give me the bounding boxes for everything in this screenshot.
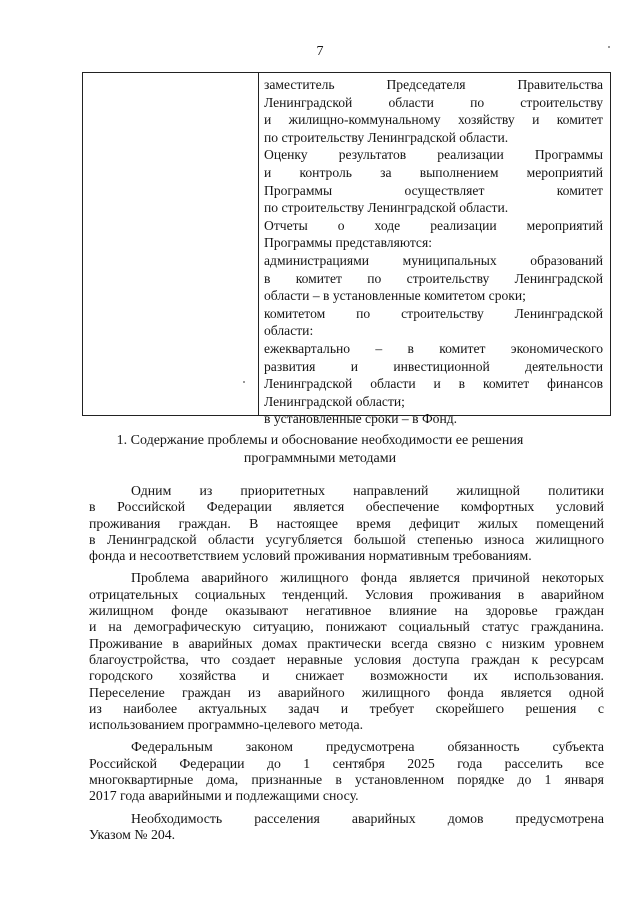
table-right-cell [264,76,603,428]
paragraph-line: в Ленинградской области усугубляется большой степенью износа жилищного [89,531,604,547]
table-line: по строительству Ленинградской области. [264,129,509,145]
program-table [82,72,611,427]
paragraph-line: отрицательных социальных тенденций. Условия проживания в аварийном [89,586,604,602]
table-line: Программы осуществляет комитет [264,182,603,198]
table-line: Ленинградской области; [264,393,405,409]
table-line: Ленинградской области по строительству [264,94,603,110]
paragraph-line: Проблема аварийного жилищного фонда является причиной некоторых [131,570,604,586]
paragraph-line: городского хозяйства и снижает возможности их использования. [89,668,604,684]
table-line: администрациями муниципальных образований [264,252,603,268]
paragraph-line: Переселение граждан из аварийного жилищного фонда является одной [89,684,604,700]
table-line: Ленинградской области и в комитет финансов [264,376,603,392]
section-heading-line: программными методами [243,451,397,466]
table-line: ежеквартально – в комитет экономического [264,340,603,356]
paragraph-line: Указом № 204. [89,826,176,842]
paragraph-line: Федеральным законом предусмотрена обязанность субъекта [131,739,604,755]
table-line: Оценку результатов реализации Программы [264,147,603,163]
table-line: развития и инвестиционной деятельности [264,358,603,374]
paragraph-line: Российской Федерации до 1 сентября 2025 года расселить все [89,755,604,771]
paragraph-line: Одним из приоритетных направлений жилищной политики [131,483,604,498]
table-line: заместитель Председателя Правительства [264,77,603,92]
paragraph-line: 2017 года аварийными и подлежащими сносу. [89,788,359,804]
table-line: в комитет по строительству Ленинградской [264,270,603,286]
table-line: и жилищно-коммунальному хозяйству и комитет [264,112,603,128]
paragraph [89,483,604,564]
paragraph-line: Необходимость расселения аварийных домов предусмотрена [131,810,604,826]
scan-speck [243,381,245,383]
paragraph [89,739,604,804]
table-line: области: [264,323,314,339]
table-column-divider [258,73,259,415]
paragraph-line: проживания граждан. В настоящее время дефицит жилых помещений [89,515,604,531]
paragraph [89,811,604,844]
table-line: Отчеты о ходе реализации мероприятий [264,217,603,233]
paragraph-line: и на демографическую ситуацию, понижают социальный статус гражданина. [89,619,604,635]
table-line: комитетом по строительству Ленинградской [264,305,603,321]
paragraph-line: в Российской Федерации является обеспечение комфортных условий [89,499,604,515]
table-line: по строительству Ленинградской области. [264,200,509,216]
paragraph-line: использованием программно-целевого метода. [89,717,364,733]
table-line: и контроль за выполнением мероприятий [264,164,603,180]
paragraph [89,570,604,733]
paragraph-line: Проживание в аварийных домах практически всегда связно с низким уровнем [89,635,604,651]
table-line: области – в установленные комитетом сроки; [264,288,526,304]
table-line: Программы представляются: [264,235,432,251]
paragraph-line: из наиболее актуальных задач и требует скорейшего решения с [89,700,604,716]
paragraph-line: фонда и несоответствием условий проживания нормативным требованиям. [89,548,532,564]
table-line: в установленные сроки – в Фонд. [264,411,458,427]
body-text [89,483,604,843]
page-number: 7 [316,44,324,59]
paragraph-line: жилищном фонде оказывают негативное влияние на здоровье граждан [89,603,604,619]
section-heading-line: 1. Содержание проблемы и обоснование необходимости ее решения [116,433,524,448]
scan-speck [608,46,610,48]
section-heading [60,432,580,468]
paragraph-line: благоустройства, что создает неравные условия доступа граждан к ресурсам [89,651,604,667]
paragraph-line: многоквартирные дома, признанные в установленном порядке до 1 января [89,772,604,788]
